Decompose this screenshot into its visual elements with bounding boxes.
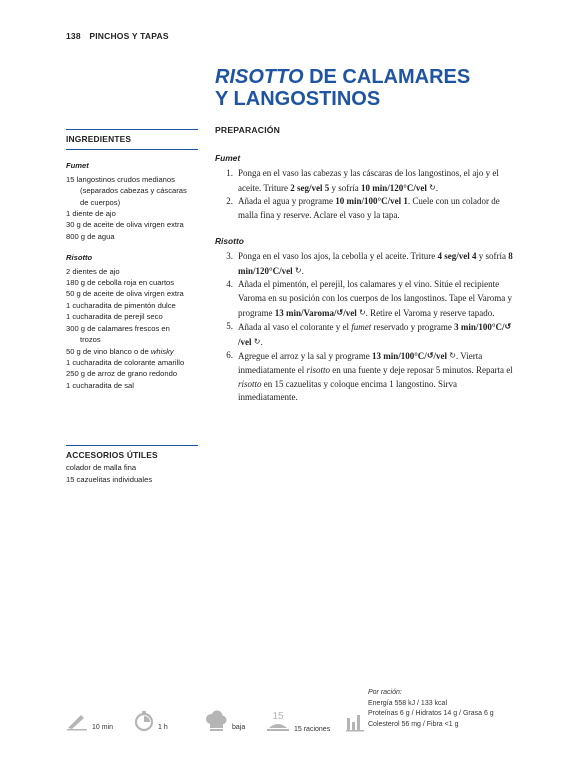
clock-icon <box>134 710 154 732</box>
ingredient-item: 1 cucharadita de pimentón dulce <box>66 300 176 310</box>
accessories-heading: ACCESORIOS ÚTILES <box>66 450 158 460</box>
ingredient-item: 1 cucharadita de colorante amarillo <box>66 357 185 367</box>
page-number: 138 <box>66 31 81 41</box>
counter-clockwise-icon: ↺ <box>426 351 434 361</box>
ingredient-item: 30 g de aceite de oliva virgen extra <box>66 220 184 230</box>
nutrition-heading: Por ración: <box>368 689 402 696</box>
ingredients-panel <box>66 129 198 391</box>
ingredient-item: 50 g de vino blanco o de whisky <box>66 346 174 356</box>
divider <box>66 149 198 150</box>
knife-icon <box>66 710 88 732</box>
ingredient-item: 1 cucharadita de perejil seco <box>66 312 163 322</box>
ingredient-item: 800 g de agua <box>66 231 115 241</box>
step-4: 4. Añada el pimentón, el perejil, los calamares y el vino. Sitúe el recipiente Varoma en su posición con los cuerpos de los langostinos. Tape el Varoma y programe 13 min/Varoma/↺/vel ↻. Retire el Varoma y reserve tapado. <box>226 279 512 318</box>
chef-hat-icon <box>204 710 228 732</box>
servings-dish-icon <box>266 710 290 734</box>
reverse-icon: ↻ <box>253 336 261 346</box>
nutrition-info <box>368 688 494 730</box>
counter-clockwise-icon: ↺ <box>504 322 512 332</box>
ingredient-item: de cuerpos) <box>80 197 121 207</box>
title-line1: DE CALAMARES <box>303 66 471 88</box>
ingredient-item: trozos <box>80 335 101 345</box>
risotto-subheading: Risotto <box>66 253 93 263</box>
total-time: 1 h <box>134 710 168 732</box>
nutrition-line: Proteínas 6 g / Hidratos 14 g / Grasa 6 g <box>368 710 494 717</box>
divider <box>66 129 198 130</box>
counter-clockwise-icon: ↺ <box>336 307 344 317</box>
step-6: 6. Agregue el arroz y la sal y programe 13 min/100°C/↺/vel ↻. Vierta inmediatamente el risotto en una fuente y deje reposar 5 minutos. Reparta el risotto en 15 cazuelitas y coloque encima 1 langostino. Sirva inmediatamente. <box>226 350 513 403</box>
reverse-icon: ↻ <box>358 307 366 317</box>
prep-time: 10 min <box>66 710 113 732</box>
reverse-icon: ↻ <box>449 351 456 361</box>
recipe-footer <box>66 680 526 740</box>
step-2: 2. Añada el agua y programe 10 min/100°C/vel 1. Cuele con un colador de malla fina y reserve. Aclare el vaso y la tapa. <box>226 196 500 220</box>
page-header <box>66 31 169 41</box>
step-3: 3. Ponga en el vaso los ajos, la cebolla y el aceite. Triture 4 seg/vel 4 y sofría 8 min/120°C/vel ↻. <box>226 251 513 276</box>
reverse-icon: ↻ <box>294 265 302 275</box>
ingredient-item: 250 g de arroz de grano redondo <box>66 369 178 379</box>
ingredient-item: 15 langostinos crudos medianos <box>66 174 175 184</box>
divider <box>66 445 198 446</box>
nutrition-chart-icon-wrap <box>346 710 364 732</box>
title-line2: Y LANGOSTINOS <box>215 88 381 110</box>
fumet-step-heading: Fumet <box>215 152 241 163</box>
nutrition-line: Colesterol 56 mg / Fibra <1 g <box>368 720 459 728</box>
difficulty: baja <box>204 710 245 732</box>
recipe-title <box>215 66 470 110</box>
ingredient-item: 300 g de calamares frescos en <box>66 323 170 333</box>
bar-chart-icon <box>346 710 364 732</box>
ingredient-item: 180 g de cebolla roja en cuartos <box>66 278 175 288</box>
accessories-panel <box>66 445 198 485</box>
title-italic: RISOTTO <box>215 66 304 88</box>
step-1: 1. Ponga en el vaso las cabezas y las cáscaras de los langostinos, el ajo y el aceite. Triture 2 seg/vel 5 y sofría 10 min/120°C/vel ↻. <box>226 168 499 193</box>
ingredient-item: 50 g de aceite de oliva virgen extra <box>66 289 184 299</box>
reverse-icon: ↻ <box>429 182 436 192</box>
ingredients-heading: INGREDIENTES <box>66 134 132 144</box>
accessory-item: colador de malla fina <box>66 463 137 473</box>
step-5: 5. Añada al vaso el colorante y el fumet reservado y programe 3 min/100°C/↺/vel ↻. <box>226 321 512 347</box>
ingredient-item: 1 cucharadita de sal <box>66 380 134 390</box>
ingredient-item: (separados cabezas y cáscaras <box>80 186 187 196</box>
ingredient-item: 1 diente de ajo <box>66 209 116 219</box>
servings-number: 15 <box>272 711 284 722</box>
nutrition-line: Energía 558 kJ / 133 kcal <box>368 699 447 707</box>
preparation-heading: PREPARACIÓN <box>215 125 281 135</box>
ingredient-item: 2 dientes de ajo <box>66 266 120 276</box>
preparation-panel <box>215 124 515 405</box>
accessory-item: 15 cazuelitas individuales <box>66 474 153 484</box>
section-name: PINCHOS Y TAPAS <box>89 31 169 41</box>
fumet-subheading: Fumet <box>66 161 89 171</box>
servings: 15 15 raciones <box>266 710 330 734</box>
risotto-step-heading: Risotto <box>215 235 244 246</box>
